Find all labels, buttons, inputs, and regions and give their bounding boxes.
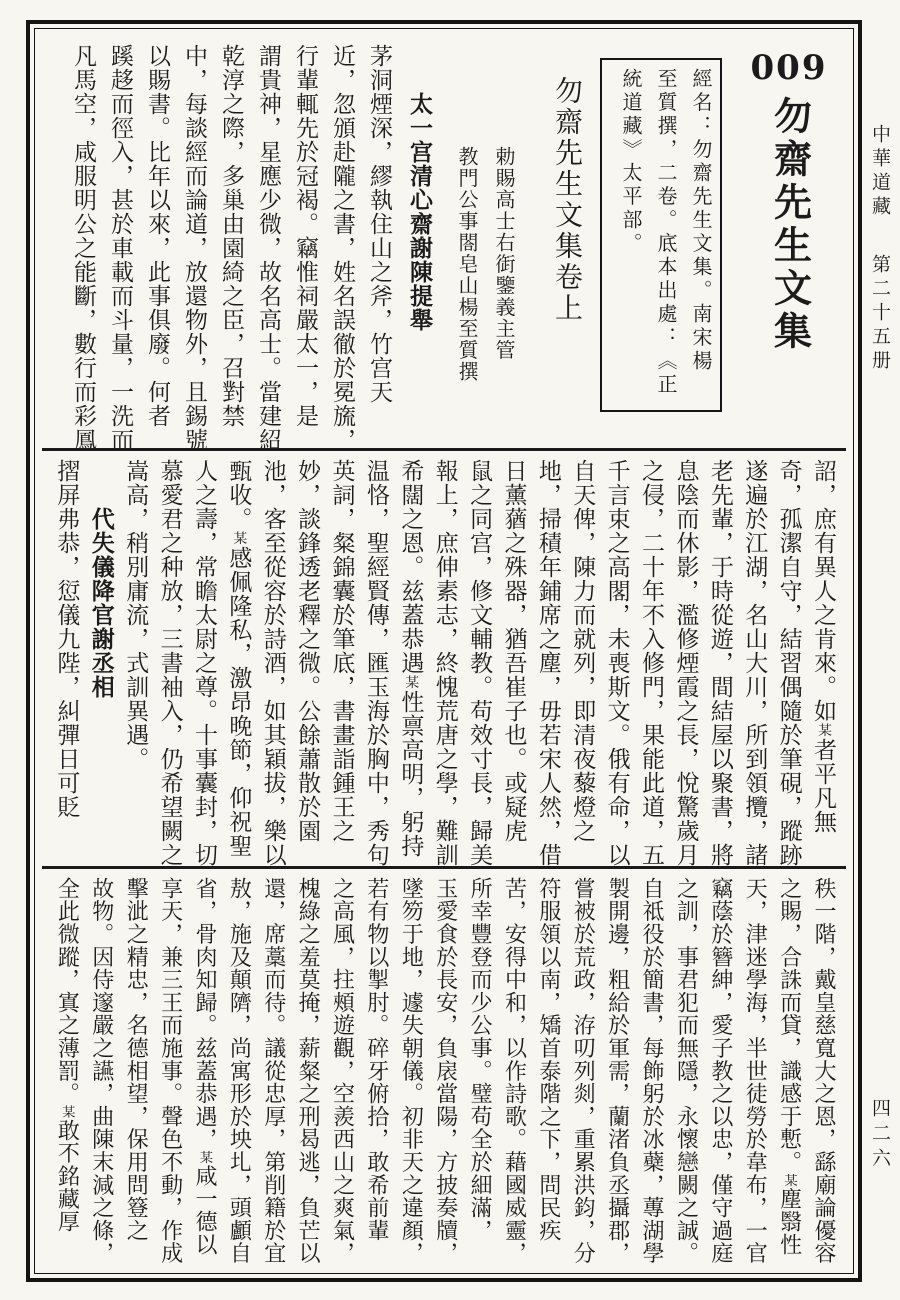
text-column: 所幸豐登而少公事。璧苟全於細滿，: [468, 877, 494, 1242]
text-column: 蹊趍而徑入，甚於車載而斗量，一洗而: [108, 44, 133, 452]
text-column: 擊泚之精忠，名德相望，保用問簦之: [124, 877, 150, 1242]
text-column: 老先輩，于時從遊，間結屋以聚書，將: [707, 459, 733, 867]
text-column: 製開邊，粗給於軍需，蘭渚負丞攝郡，: [605, 877, 631, 1265]
text-column: 還，席藁而待。議從忠厚，第削籍於宜: [261, 877, 287, 1265]
section-title: 太一宫清心齋謝陳提舉: [407, 92, 432, 332]
text-column: 謂貴神，星應少微，故名高士。當建紹: [256, 44, 281, 452]
text-column: 人之壽，常瞻太尉之尊。十事囊封，切: [191, 459, 217, 867]
text-column: 池，客至從容於詩酒，如其穎拔，樂以: [260, 459, 286, 867]
text-column: 若有物以掣肘。碎牙俯拾，敢希前輩: [364, 877, 390, 1242]
text-column: 遂遍於江湖，名山大川，所到領攬，諸: [742, 459, 768, 867]
section-title: 代失儀降官謝丞相: [88, 507, 114, 699]
work-title: 勿齋先生文集: [767, 96, 810, 354]
text-column: 秩一階，戴皇慈寬大之恩，繇廟論優容: [812, 877, 837, 1265]
text-column: 奇，孤潔自守，結習偶隨於筆硯，蹤跡: [776, 459, 802, 867]
text-column: 全此微蹤，寘之薄罰。某敢不銘藏厚: [55, 877, 81, 1233]
byline-line-1: 勅賜高士右衘鑒義主管: [492, 146, 514, 361]
running-head-volume: 第二十五册: [869, 254, 890, 374]
juan-heading: 勿齋先生文集卷上: [551, 76, 582, 324]
text-column: 摺屏弗恭，愆儀九陛，糾彈日可貶: [54, 459, 80, 819]
text-column: 近，忽頒赴隴之書，姓名誤徹於冕旒，: [330, 44, 355, 452]
text-column: 行輩輒先於冠褐。竊惟祠嚴太一，是: [293, 44, 318, 428]
colophon-line: 經名：勿齋先生文集。南宋楊: [689, 68, 711, 374]
text-column: 之高風，拄頰遊觀，空羨西山之爽氣，: [330, 877, 356, 1265]
text-column: 温恪，聖經賢傳，匯玉海於胸中，秀句: [363, 459, 389, 867]
text-column: 天，津迷學海，半世徒勞於韋布，一官: [743, 877, 769, 1265]
text-column: 自天俾，陳力而就列，即清夜藜燈之: [570, 459, 596, 843]
colophon-line: 至質撰，二卷。底本出處：《正: [654, 68, 676, 397]
text-column: 詔，庶有異人之肯來。如某者平凡無: [811, 459, 836, 834]
text-column: 日薰蕕之殊器，猶吾崔子也。或疑虎: [501, 459, 527, 843]
text-column: 玉愛食於長安，負扆當陽，方披奏牘，: [433, 877, 459, 1265]
text-column: 希闊之恩。兹蓋恭遇某性禀高明，躬持: [398, 459, 424, 858]
text-column: 槐綠之羞莫掩，薪粲之刑曷逃，負芒以: [296, 877, 322, 1265]
text-column: 之賜，合誅而貸，識感于慙。某塵翳性: [777, 877, 803, 1256]
title-block: [738, 44, 840, 446]
text-column: 中，每談經而論道，放還物外，且錫號: [182, 44, 207, 452]
text-column: 之訓，事君犯而無隱，永懷戀闕之誠。: [674, 877, 700, 1265]
register-top: [42, 36, 846, 452]
text-column: 嵩高，稍別庸流，式訓異遇。: [123, 459, 149, 771]
item-number: 009: [750, 48, 828, 88]
text-column: 之侵，二十年不入修門，果能此道，五: [639, 459, 665, 867]
text-column: 地，掃積年鋪席之塵，毋若宋人然，借: [535, 459, 561, 867]
text-column: 千言束之高閣，未喪斯文。俄有命，以: [604, 459, 630, 867]
text-column: 報上，庶伸素志，終愧荒唐之學，難訓: [432, 459, 458, 867]
text-column: 妙，談鋒透老釋之微。公餘蕭散於園: [295, 459, 321, 843]
register-middle: [42, 448, 846, 866]
text-column: 慕愛君之种放，三書袖入，仍希望闕之: [157, 459, 183, 867]
text-column: 墜笏于地，遽失朝儀。初非天之違顏，: [399, 877, 425, 1265]
text-column: 符服領以南，矯首泰階之下，問民疾: [536, 877, 562, 1242]
text-column: 鼠之同宫，修文輔教。苟效寸長，歸美: [467, 459, 493, 867]
colophon-line: 統道藏》太平部。: [619, 68, 641, 256]
colophon-box: [600, 58, 722, 412]
page-content: [42, 36, 846, 1266]
text-column: 省，骨肉知歸。兹蓋恭遇，某咸一德以: [192, 877, 218, 1256]
page-number: 四二六: [869, 1098, 890, 1173]
text-column: 以賜書。比年以來，此事俱廢。何者: [145, 44, 170, 428]
text-column: 息陰而休影，濫修煙霞之長，悅驚歲月: [673, 459, 699, 867]
text-column: 英詞，粲錦囊於筆底，書畫詣鍾王之: [329, 459, 355, 843]
register-bottom: [42, 866, 846, 1266]
text-column: 嘗被於荒政，洊叨列剡，重累洪鈞，分: [571, 877, 597, 1265]
text-column: 茅洞煙深，繆執住山之斧，竹宫天: [367, 44, 392, 404]
text-column: 凡馬空，咸服明公之能斷，數行而彩鳳: [71, 44, 96, 452]
text-column: 乾淳之際，多巢由園綺之臣，召對禁: [219, 44, 244, 428]
byline: [440, 44, 518, 446]
text-column: 自祗役於簡書，每飾躬於冰蘗，蓴湖學: [640, 877, 666, 1265]
running-head-collection: 中華道藏: [869, 124, 890, 220]
text-column: 敖，施及顛隮，尚寓形於坱圠，頭顱自: [227, 877, 253, 1265]
text-column: 故物。因侍邃嚴之讌，曲陳末減之條，: [89, 877, 115, 1265]
text-column: 甄收。某感佩隆私，激昂晚節，仰祝聖: [226, 459, 252, 858]
text-column: 享天，兼三王而施事。聲色不動，作成: [158, 877, 184, 1265]
text-column: 竊蔭於簪紳，愛子教之以忠，僅守過庭: [708, 877, 734, 1265]
text-column: 苦，安得中和，以作詩歌。藉國威靈，: [502, 877, 528, 1265]
byline-line-2: 教門公事閤皂山楊至質撰: [455, 146, 477, 383]
